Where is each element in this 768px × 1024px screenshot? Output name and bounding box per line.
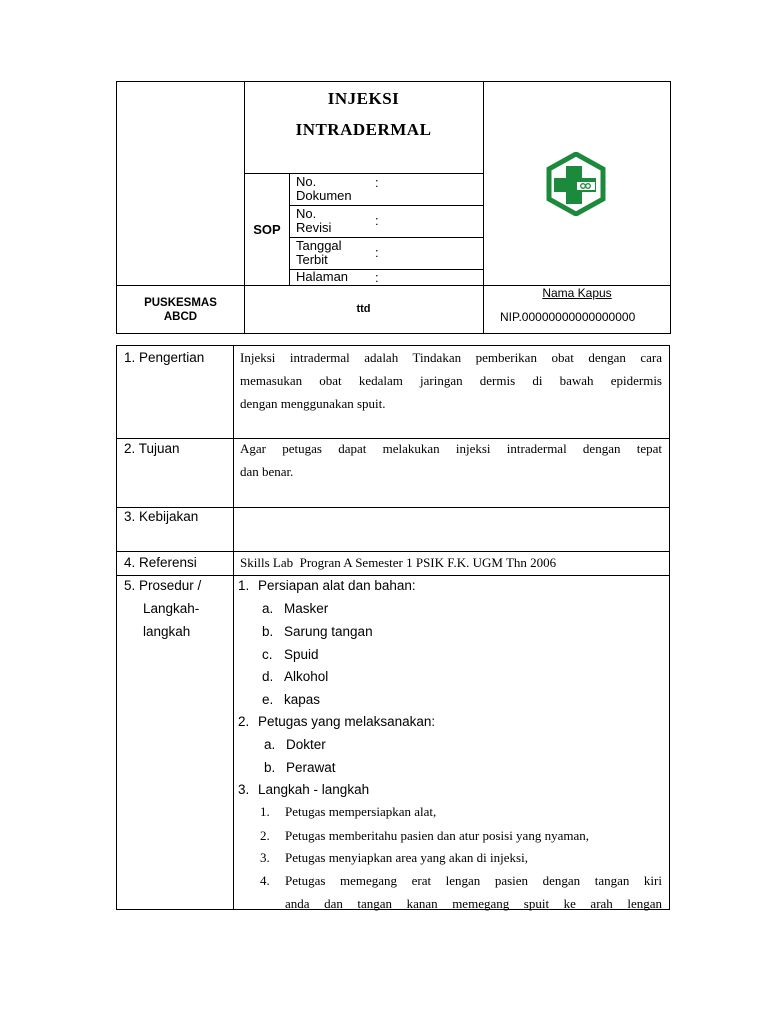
- list-text: Petugas memberitahu pasien dan atur posisi yang nyaman,: [285, 828, 589, 843]
- meta-colon: :: [375, 213, 379, 228]
- table-border: [116, 345, 117, 910]
- table-border: [116, 507, 670, 508]
- meta-label-tanggal-terbit: Tanggal Terbit: [296, 238, 342, 267]
- list-text: Petugas mempersiapkan alat,: [285, 804, 437, 819]
- list-letter: e.: [262, 692, 274, 707]
- list-number: 2.: [260, 828, 270, 843]
- list-number: 1.: [238, 578, 250, 593]
- list-text: Petugas menyiapkan area yang akan di injeksi,: [285, 850, 528, 865]
- meta-label-dokumen: No. Dokumen: [296, 174, 352, 203]
- meta-label-revisi: No. Revisi: [296, 206, 332, 235]
- signature-label: ttd: [356, 303, 371, 315]
- list-number: 4.: [260, 873, 270, 888]
- list-letter: c.: [262, 647, 273, 662]
- pengertian-text-line1: Injeksi intradermal adalah Tindakan pemberikan obat dengan cara: [240, 350, 662, 365]
- referensi-text: Skills Lab Progran A Semester 1 PSIK F.K. UGM Thn 2006: [240, 555, 557, 570]
- list-text: Persiapan alat dan bahan:: [258, 578, 416, 593]
- list-number: 1.: [260, 804, 270, 819]
- list-text: Dokter: [286, 737, 326, 752]
- list-letter: a.: [264, 737, 276, 752]
- meta-colon: :: [375, 245, 379, 260]
- meta-colon: :: [375, 270, 379, 285]
- puskesmas-logo-icon: [544, 152, 608, 216]
- row-label-referensi: 4. Referensi: [124, 555, 197, 570]
- table-border: [669, 345, 670, 910]
- row-label-prosedur-line2: Langkah-: [143, 601, 200, 616]
- meta-colon: :: [375, 175, 379, 190]
- list-number: 2.: [238, 714, 250, 729]
- row-label-prosedur-line3: langkah: [143, 624, 191, 639]
- tujuan-text-line1: Agar petugas dapat melakukan injeksi intradermal dengan tepat: [240, 441, 662, 456]
- list-text: Petugas memegang erat lengan pasien dengan tangan kiri: [285, 873, 662, 888]
- list-text: Perawat: [286, 760, 336, 775]
- header-divider: [289, 205, 483, 206]
- list-text: Petugas yang melaksanakan:: [258, 714, 436, 729]
- puskesmas-name: PUSKESMAS ABCD: [144, 297, 217, 323]
- list-text: Langkah - langkah: [258, 782, 370, 797]
- list-letter: b.: [264, 760, 276, 775]
- list-text: Alkohol: [284, 669, 329, 684]
- row-label-kebijakan: 3. Kebijakan: [124, 509, 199, 524]
- list-text: Spuid: [284, 647, 319, 662]
- kapus-name: Nama Kapus: [542, 286, 612, 300]
- tujuan-text-line2: dan benar.: [240, 464, 294, 479]
- header-divider: [244, 81, 245, 334]
- meta-label-halaman: Halaman: [296, 269, 349, 284]
- list-letter: d.: [262, 669, 274, 684]
- row-label-prosedur: 5. Prosedur /: [124, 578, 202, 593]
- list-text: kapas: [284, 692, 321, 707]
- pengertian-text-line3: dengan menggunakan spuit.: [240, 396, 386, 411]
- document-title-line1: INJEKSI: [327, 89, 400, 108]
- pengertian-text-line2: memasukan obat kedalam jaringan dermis di bawah epidermis: [240, 373, 662, 388]
- document-title-line2: INTRADERMAL: [295, 120, 432, 139]
- list-number: 3.: [238, 782, 250, 797]
- list-text-continuation: anda dan tangan kanan memegang spuit ke arah lengan: [285, 896, 662, 911]
- list-letter: a.: [262, 601, 274, 616]
- list-letter: b.: [262, 624, 274, 639]
- row-label-tujuan: 2. Tujuan: [124, 441, 180, 456]
- row-label-pengertian: 1. Pengertian: [124, 350, 205, 365]
- list-text: Masker: [284, 601, 329, 616]
- header-divider: [244, 173, 483, 174]
- sop-label: SOP: [253, 222, 281, 237]
- list-number: 3.: [260, 850, 270, 865]
- table-border: [233, 345, 234, 910]
- list-text: Sarung tangan: [284, 624, 373, 639]
- kapus-nip: NIP.00000000000000000: [500, 310, 636, 324]
